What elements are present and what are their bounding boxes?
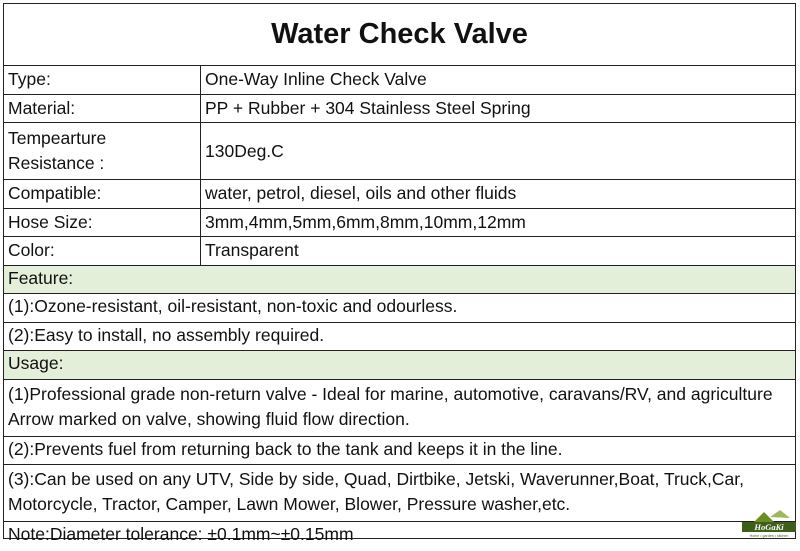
usage-item [4,380,795,437]
spec-value: Transparent [205,240,299,261]
spec-value: water, petrol, diesel, oils and other fluids [205,183,517,204]
usage-heading: Usage: [8,353,64,373]
spec-value: PP + Rubber + 304 Stainless Steel Spring [205,97,531,118]
note-row [4,522,795,551]
feature-text: (2):Easy to install, no assembly required. [8,324,325,345]
spec-row-type [4,66,795,95]
table-title: Water Check Valve [4,4,795,66]
spec-label: Compatible: [4,180,201,208]
spec-value: One-Way Inline Check Valve [205,69,427,90]
spec-row-compatible [4,180,795,209]
spec-table [3,3,796,544]
logo-tagline: Home • garden • kitchen [749,534,789,538]
feature-item [4,294,795,323]
spec-label: Type: [4,66,201,94]
spec-label: Tempearture Resistance : [4,123,201,179]
feature-item [4,323,795,352]
spec-label: Hose Size: [4,209,201,237]
usage-text: (2):Prevents fuel from returning back to the tank and keeps it in the line. [8,438,563,459]
usage-text: (3):Can be used on any UTV, Side by side, Quad, Dirtbike, Jetski, Waverunner,Boat, Truck,Car, Motorcycle, Tractor, Camper, Lawn Mower, Blower, Pressure washer,etc. [8,469,744,514]
usage-text: (1)Professional grade non-return valve - Ideal for marine, automotive, caravans/RV, and agriculture Arrow marked on valve, showing fluid flow direction. [8,383,773,429]
usage-item [4,437,795,466]
spec-row-material [4,95,795,124]
spec-row-hose-size [4,209,795,238]
spec-row-temperature [4,123,795,180]
feature-text: (1):Ozone-resistant, oil-resistant, non-toxic and odourless. [8,296,458,316]
feature-heading-row [4,266,795,295]
hogaki-logo [740,508,798,538]
spec-value: 3mm,4mm,5mm,6mm,8mm,10mm,12mm [205,211,526,232]
usage-heading-row [4,351,795,380]
note-text: Note:Diameter tolerance: ±0.1mm~±0.15mm [8,524,354,544]
spec-label: Material: [4,95,201,123]
spec-row-color [4,237,795,266]
spec-value: 130Deg.C [205,140,284,161]
usage-item [4,465,795,522]
logo-text: HoGaKi [754,522,784,532]
feature-heading: Feature: [8,267,74,288]
spec-label: Color: [4,237,201,265]
